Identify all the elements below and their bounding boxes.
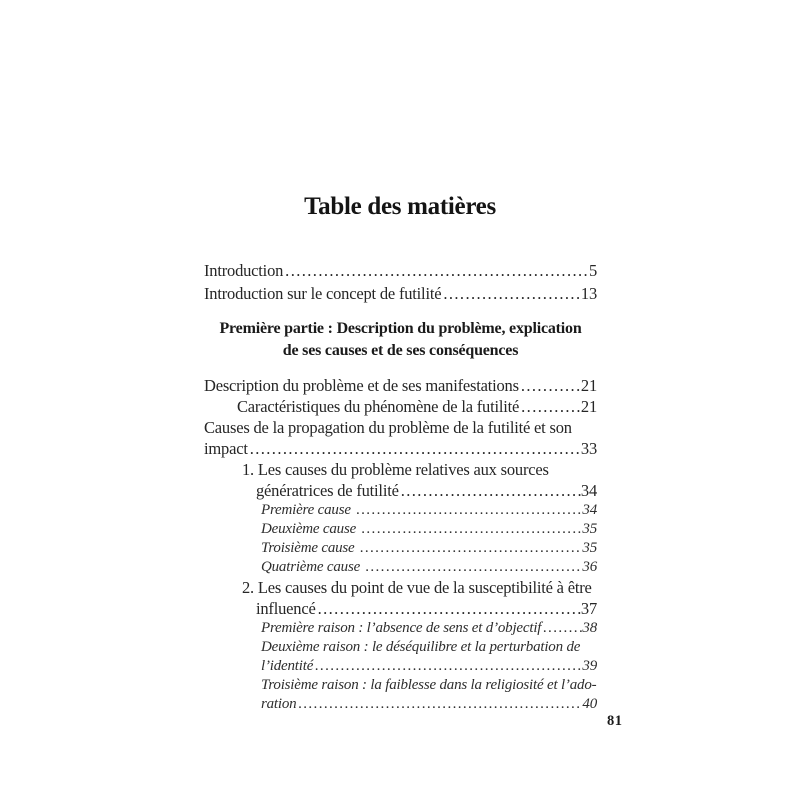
toc-entry-label: 1. Les causes du problème relatives aux sources	[242, 460, 549, 479]
toc-row	[256, 480, 597, 501]
toc-entry-label: l’identité	[261, 658, 314, 674]
dot-leader	[285, 259, 589, 282]
toc-page-ref: 35	[582, 521, 597, 537]
toc-entry-label: Caractéristiques du phénomène de la futilité	[237, 397, 520, 416]
toc-entry-label: Quatrième cause	[261, 559, 364, 575]
toc-entry-label: ration	[261, 696, 297, 712]
toc-row	[261, 676, 597, 695]
toc-row	[242, 577, 597, 598]
dot-leader	[360, 539, 582, 558]
table-of-contents	[204, 259, 597, 714]
dot-leader	[356, 501, 582, 520]
toc-entry-label: Causes de la propagation du problème de la futilité et son	[204, 418, 572, 437]
toc-page-ref: 40	[582, 696, 597, 712]
page-title: Table des matières	[304, 193, 496, 220]
toc-row	[261, 539, 597, 558]
toc-row	[261, 558, 597, 577]
toc-page-ref: 34	[582, 502, 597, 518]
toc-entry-label: Description du problème et de ses manifestations	[204, 376, 519, 395]
section-heading	[204, 318, 597, 362]
dot-leader	[250, 438, 581, 459]
dot-leader	[521, 375, 581, 396]
toc-entry-label: impact	[204, 439, 248, 458]
dot-leader	[366, 558, 583, 577]
toc-entry-label: Deuxième raison : le déséquilibre et la perturbation de	[261, 639, 581, 655]
toc-entry-label: influencé	[256, 599, 316, 618]
toc-row	[237, 396, 597, 417]
toc-page-ref: 38	[582, 620, 597, 636]
toc-page-ref: 5	[588, 261, 597, 280]
page-number: 81	[607, 713, 623, 729]
dot-leader	[521, 396, 581, 417]
toc-row	[204, 259, 597, 282]
dot-leader	[362, 520, 583, 539]
toc-intro-entries	[204, 259, 597, 305]
toc-page-ref: 39	[582, 658, 597, 674]
section-heading-line-2: de ses causes et de ses conséquences	[282, 342, 519, 359]
toc-row	[242, 459, 597, 480]
toc-row	[204, 375, 597, 396]
toc-page-ref: 21	[580, 397, 597, 416]
dot-leader	[401, 480, 581, 501]
toc-entries	[204, 375, 597, 714]
toc-row	[261, 501, 597, 520]
toc-entry-label: 2. Les causes du point de vue de la susceptibilité à être	[242, 578, 592, 597]
toc-row	[261, 520, 597, 539]
toc-entry-label: Introduction sur le concept de futilité	[204, 284, 442, 303]
toc-entry-label: Troisième raison : la faiblesse dans la religiosité et l’ado-	[261, 677, 597, 693]
toc-page-ref: 13	[580, 284, 597, 303]
toc-row	[261, 638, 597, 657]
toc-entry-label: Deuxième cause	[261, 521, 360, 537]
toc-page-ref: 36	[582, 559, 597, 575]
dot-leader	[298, 695, 582, 714]
toc-entry-label: Première raison : l’absence de sens et d’objectif	[261, 620, 542, 636]
toc-row	[204, 438, 597, 459]
toc-row	[261, 695, 597, 714]
dot-leader	[543, 619, 582, 638]
toc-page-ref: 35	[582, 540, 597, 556]
toc-row	[204, 282, 597, 305]
toc-page-ref: 33	[580, 439, 597, 458]
toc-row	[204, 417, 597, 438]
toc-page-ref: 34	[580, 481, 597, 500]
dot-leader	[318, 598, 581, 619]
toc-entry-label: Introduction	[204, 261, 284, 280]
toc-entry-label: génératrices de futilité	[256, 481, 399, 500]
toc-row	[256, 598, 597, 619]
dot-leader	[443, 282, 581, 305]
section-heading-line-1: Première partie : Description du problème, explication	[219, 320, 582, 337]
toc-page-ref: 21	[580, 376, 597, 395]
toc-row	[261, 619, 597, 638]
toc-page-ref: 37	[580, 599, 597, 618]
toc-row	[261, 657, 597, 676]
toc-entry-label: Première cause	[261, 502, 355, 518]
dot-leader	[315, 657, 582, 676]
toc-entry-label: Troisième cause	[261, 540, 359, 556]
